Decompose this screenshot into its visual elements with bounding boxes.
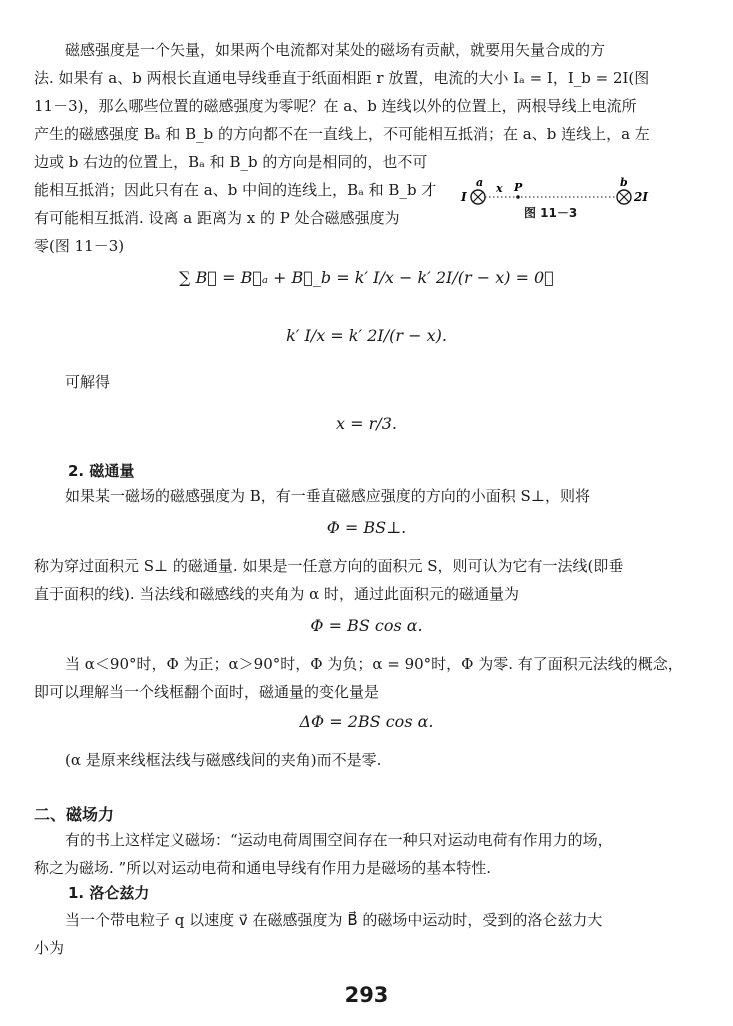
paragraph-line: 磁感强度是一个矢量，如果两个电流都对某处的磁场有贡献，就要用矢量合成的方 (65, 41, 606, 59)
paragraph-line: 直于面积的线). 当法线和磁感线的夹角为 α 时，通过此面积元的磁通量为 (34, 585, 520, 603)
paragraph-line: 称为穿过面积元 S⊥ 的磁通量. 如果是一任意方向的面积元 S，则可认为它有一法线(即垂 (34, 557, 624, 575)
paragraph-line: 即可以理解当一个线框翻个面时，磁通量的变化量是 (34, 683, 380, 701)
page-number: 293 (344, 983, 389, 1007)
paragraph-line: 称之为磁场. ”所以对运动电荷和通电导线有作用力是磁场的基本特性. (34, 859, 491, 877)
figure-caption: 图 11－3 (524, 206, 578, 220)
point-p (516, 195, 520, 199)
equation-flux-def: Φ = BS⊥. (326, 518, 407, 537)
paragraph-line: 如果某一磁场的磁感强度为 B，有一垂直磁感应强度的方向的小面积 S⊥，则将 (65, 487, 590, 505)
equation-sum: ∑ B⃗ = B⃗ₐ + B⃗_b = k′ I/x − k′ 2I/(r − x) = 0， (179, 268, 554, 287)
label-current-i: I (461, 190, 467, 204)
label-current-2i: 2I (634, 190, 648, 204)
label-x: x (496, 182, 503, 195)
paragraph-line: 当 α＜90°时，Φ 为正；α＞90°时，Φ 为负；α = 90°时，Φ 为零. 有了面积元法线的概念， (65, 655, 683, 673)
label-p: P (514, 181, 523, 194)
equation-balance: k′ I/x = k′ 2I/(r − x). (286, 326, 447, 345)
paragraph-line: 产生的磁感强度 Bₐ 和 B_b 的方向都不在一直线上，不可能相互抵消；在 a、b 连线上，a 左 (34, 125, 650, 143)
section-heading-flux: 2. 磁通量 (68, 462, 135, 480)
paragraph-line: 小为 (34, 939, 65, 957)
equation-flux-cos: Φ = BS cos α. (310, 616, 423, 635)
paragraph-line: 当一个带电粒子 q 以速度 v⃗ 在磁感强度为 B⃗ 的磁场中运动时，受到的洛仑兹力大 (65, 911, 603, 929)
solve-text: 可解得 (65, 373, 111, 391)
label-b: b (620, 176, 628, 189)
paragraph-line: 法. 如果有 a、b 两根长直通电导线垂直于纸面相距 r 放置，电流的大小 Iₐ = I，I_b = 2I(图 (34, 69, 650, 87)
section-heading-lorentz: 1. 洛仑兹力 (68, 884, 150, 902)
paragraph-line: (α 是原来线框法线与磁感线间的夹角)而不是零. (65, 751, 382, 769)
section-heading-force: 二、磁场力 (34, 805, 115, 824)
paragraph-line: 边或 b 右边的位置上，Bₐ 和 B_b 的方向是相同的，也不可 (34, 153, 428, 171)
paragraph-line: 11－3)，那么哪些位置的磁感强度为零呢？在 a、b 连线以外的位置上，两根导线上电流所 (34, 97, 637, 115)
paragraph-line: 零(图 11－3) (34, 237, 125, 255)
paragraph-line: 有的书上这样定义磁场：“运动电荷周围空间存在一种只对运动电荷有作用力的场， (65, 831, 613, 849)
paragraph-line: 能相互抵消；因此只有在 a、b 中间的连线上，Bₐ 和 B_b 才 (34, 181, 437, 199)
equation-flux-delta: ΔΦ = 2BS cos α. (299, 712, 434, 731)
paragraph-line: 有可能相互抵消. 设离 a 距离为 x 的 P 处合磁感强度为 (34, 209, 400, 227)
equation-result: x = r/3. (336, 414, 397, 433)
label-a: a (476, 176, 484, 189)
